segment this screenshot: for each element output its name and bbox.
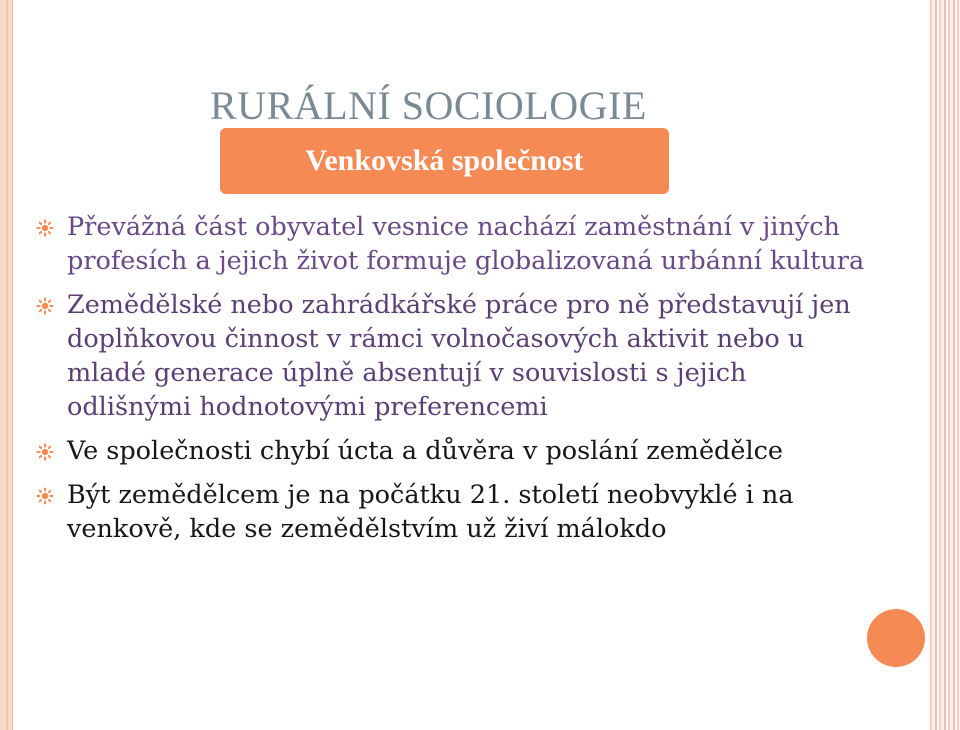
bullet-item: [36, 288, 876, 424]
sun-bullet-icon: [36, 219, 54, 237]
bullet-item: [36, 210, 876, 278]
sun-bullet-icon: [36, 443, 54, 461]
bullet-text: Převážná část obyvatel vesnice nachází zaměstnání v jiných profesích a jejich život formuje globalizovaná urbánní kultura: [67, 212, 865, 276]
right-border-decoration: [930, 0, 960, 730]
bullet-item: [36, 478, 876, 546]
decorative-circle: [867, 609, 925, 667]
bullet-text: Zemědělské nebo zahrádkářské práce pro ně představují jen doplňkovou činnost v rámci volnočasových aktivit nebo u mladé generace úplně absentují v souvislosti s jejich odlišnými hodnotovými preferencemi: [67, 290, 851, 422]
slide-title: RURÁLNÍ SOCIOLOGIE: [210, 83, 647, 128]
subtitle-text: Venkovská společnost: [305, 144, 584, 177]
sun-bullet-icon: [36, 487, 54, 505]
bullet-list: [36, 210, 876, 556]
left-border-decoration: [0, 0, 13, 730]
bullet-item: [36, 434, 876, 468]
sun-bullet-icon: [36, 297, 54, 315]
bullet-text: Být zemědělcem je na počátku 21. století neobvyklé i na venkově, kde se zemědělstvím už živí málokdo: [67, 480, 794, 544]
bullet-text: Ve společnosti chybí úcta a důvěra v poslání zemědělce: [67, 436, 783, 466]
subtitle-banner: [220, 128, 669, 194]
